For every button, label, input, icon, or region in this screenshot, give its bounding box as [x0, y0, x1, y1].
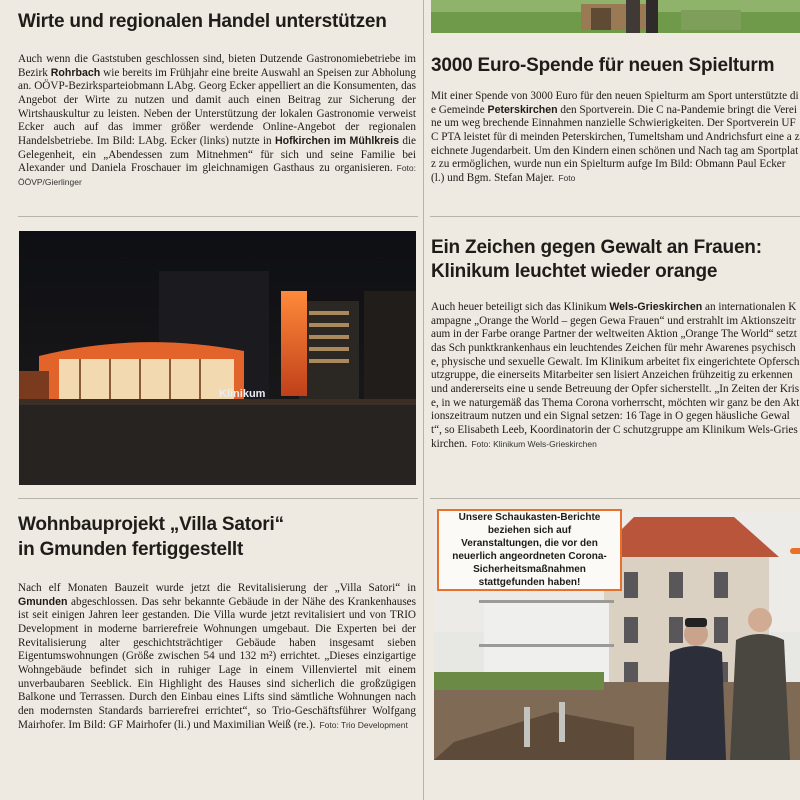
photo-spielturm [431, 0, 800, 33]
headline-villa-2: in Gmunden fertiggestellt [18, 539, 244, 560]
article-text-wirte: Auch wenn die Gaststuben geschlossen sind, bieten Dutzende Gastronomiebetriebe im Bezirk Rohrbach wie bereits im Frühjahr eine breite Auswahl an Speisen zur Abholung an. OÖVP-Bezirksparteiobmann LAbg. Georg Ecker appelliert an die Konsumenten, das Angebot der Wirte zu nutzen und damit auch einen Beitrag zur Sicherung der Wirtshauskultur zu leisten. Neben der Unterstützung der lokalen Gastronomie verweist Ecker auch auf das immer größer werdende Online-Angebot der regionalen Handelsbetriebe. Im Bild: LAbg. Ecker (links) nutzte in Hofkirchen im Mühlkreis die Gelegenheit, ein „Abendessen zum Mitnehmen“ für sich und seine Familie bei Alexander und Daniela Froschauer im gleichnamigen Gasthaus zu organisieren. Foto: ÖÖVP/Gierlinger [18, 53, 416, 187]
column-divider [423, 0, 424, 800]
section-rule-right-bottom [430, 498, 800, 499]
notice-text: Unsere Schaukasten-Berichte beziehen sich auf Veranstaltungen, die vor den neuerlich angeordneten Corona-Sicherheitsmaßnahmen stattgefunden haben! [452, 512, 607, 588]
photo-credit: Foto: ÖÖVP/Gierlinger [18, 163, 416, 187]
headline-villa-1: Wohnbauprojekt „Villa Satori“ [18, 514, 284, 535]
headline-klinikum-1: Ein Zeichen gegen Gewalt an Frauen: [431, 237, 762, 258]
photo-klinikum-orange [19, 231, 416, 485]
article-text-klinikum: Auch heuer beteiligt sich das Klinikum Wels-Grieskirchen an internationalen Kampagne „Orange the World – gegen Gewa Frauen“ und erstrahlt im Aktionszeitraum in der Farbe orange Partner der weltweiten Aktion „Orange The World“ setzt das Sch punktkrankenhaus ein leuchtendes Zeichen für mehr Awarenes psychische, physische und sexuelle Gewalt. Im Klinikum arbeitet fix eingerichtete Opferschutzgruppe, die einerseits Mitarbeiter sen lisiert Anzeichen frühzeitig zu erkennen und andererseits eine u sende Betreuung der Opfer sicherstellt. „In Zeiten der Krise, in we naturgemäß das Thema Corona vorherrscht, möchten wir ganz be den Aktionszeitraum nutzen und ein Signal setzen: 16 Tage in O gegen häusliche Gewalt“, so Elisabeth Leeb, Koordinatorin der C schutzgruppe am Klinikum Wels-Grieskirchen. Foto: Klinikum Wels-Grieskirchen [431, 301, 800, 450]
section-rule-left-top [18, 216, 418, 217]
photo-credit: Foto: Klinikum Wels-Grieskirchen [471, 438, 597, 449]
photo-credit: Foto: Trio Development [319, 719, 408, 730]
headline-klinikum-2: Klinikum leuchtet wieder orange [431, 261, 718, 282]
section-rule-left-bottom [18, 498, 418, 499]
photo-credit: Foto [558, 172, 576, 183]
decorative-mark [790, 548, 800, 554]
headline-spende: 3000 Euro-Spende für neuen Spielturm [431, 55, 775, 76]
article-text-spende: Mit einer Spende von 3000 Euro für den neuen Spielturm am Sport unterstützte die Gemeinde Peterskirchen den Sportverein. Die C na-Pandemie bringt die Vereine um weg brechende Einnahmen nanzielle Schwierigkeiten. Der Sportverein UFC PTA leistet für di meinden Peterskirchen, Tumeltsham und Andrichsfurt eine a zeichnete Jugendarbeit. Um den Kindern einen schönen und Nach tag am Sportplatz zu ermöglichen, wurde nun ein Spielturm aufge Im Bild: Obmann Paul Ecker (l.) und Bgm. Stefan Majer. Foto [431, 90, 800, 184]
headline-wirte: Wirte und regionalen Handel unterstützen [18, 11, 387, 32]
notice-box [437, 509, 622, 591]
article-text-villa: Nach elf Monaten Bauzeit wurde jetzt die Revitalisierung der „Villa Satori“ in Gmunden abgeschlossen. Das sehr bekannte Gebäude in der Nähe des Krankenhauses ist seit einigen Jahren leer gestanden. Die Villa wurde jetzt revitalisiert und von TRIO Development in moderne barrierefreie Wohnungen umgebaut. Die Experten bei der Revitalisierung alter geschichtsträchtiger Gebäude haben insgesamt sieben Eigentumswohnungen (Größe zwischen 54 und 132 m²) errichtet. „Dieses einzigartige Wohngebäude befindet sich in ruhiger Lage in einem Villenviertel mit einem unverbaubaren Seeblick. Ein Highlight des Hauses sind sicherlich die großzügigen Balkone und Terrassen. Durch den Einbau eines Lifts sind sämtliche Wohnungen nach den modernsten Standards barrierefrei errichtet“, so Trio-Geschäftsführer Wolfgang Mairhofer. Im Bild: GF Mairhofer (li.) und Maximilian Weiß (re.). Foto: Trio Development [18, 582, 416, 731]
klinikum-sign: Klinikum [219, 388, 266, 400]
section-rule-right-top [430, 216, 800, 217]
